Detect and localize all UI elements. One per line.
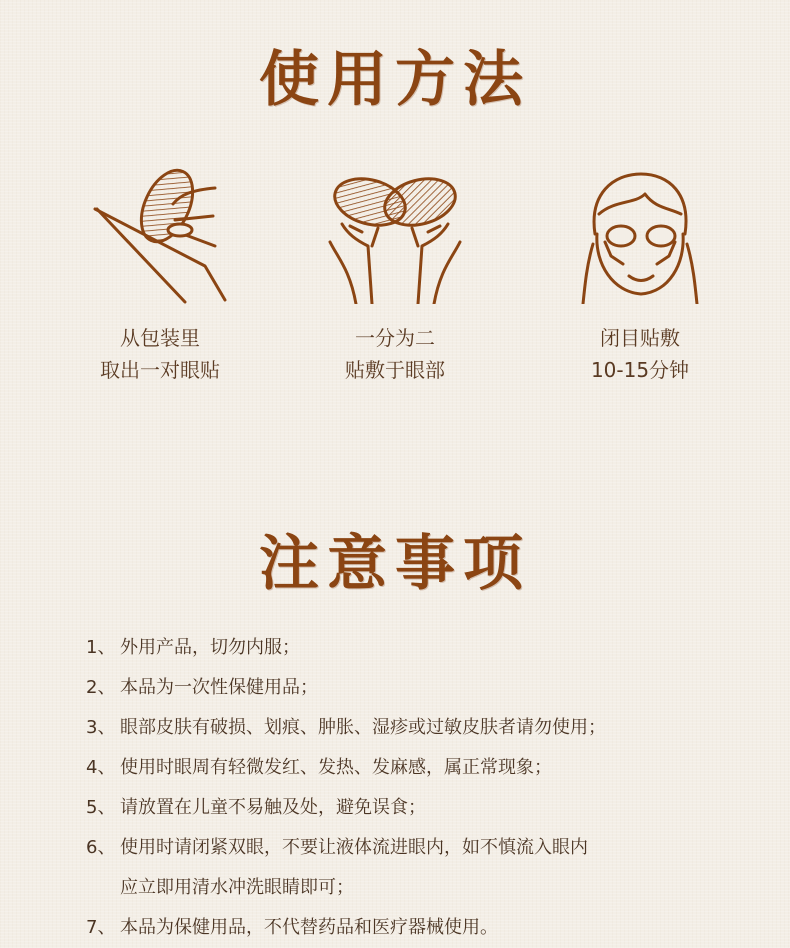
caution-item-6-line1: 使用时请闭紧双眼，不要让液体流进眼内，如不慎流入眼内 — [120, 837, 588, 858]
step-1-line1: 从包装里 — [120, 326, 200, 350]
caution-item-4: 4、 使用时眼周有轻微发红、发热、发麻感，属正常现象； — [86, 757, 552, 778]
step-1-line2: 取出一对眼贴 — [100, 358, 220, 382]
step-2 — [305, 164, 485, 386]
caution-item-7: 7、 本品为保健用品，不代替药品和医疗器械使用。 — [86, 917, 498, 938]
caution-item-1: 1、 外用产品，切勿内服； — [86, 637, 300, 658]
step-3-line2: 10-15分钟 — [590, 358, 690, 382]
caution-item-6: 6、 使用时请闭紧双眼，不要让液体流进眼内，如不慎流入眼内 应立即用清水冲洗眼睛即可； — [86, 828, 726, 908]
hand-peeling-patch-icon — [85, 164, 235, 304]
hands-splitting-patch-icon — [320, 164, 470, 304]
section-title-cautions: 注意事项 — [259, 529, 531, 599]
step-3-line1: 闭目贴敷 — [600, 326, 680, 350]
caution-item-2: 2、 本品为一次性保健用品； — [86, 677, 318, 698]
step-3 — [550, 164, 730, 386]
step-1 — [70, 164, 250, 386]
step-2-line2: 贴敷于眼部 — [345, 358, 445, 382]
cautions-list — [86, 628, 726, 948]
section-title-usage: 使用方法 — [259, 45, 531, 115]
step-2-line1: 一分为二 — [355, 326, 435, 350]
caution-item-3: 3、 眼部皮肤有破损、划痕、肿胀、湿疹或过敏皮肤者请勿使用； — [86, 717, 606, 738]
caution-item-5: 5、 请放置在儿童不易触及处，避免误食； — [86, 797, 426, 818]
caution-item-6-line2: 应立即用清水冲洗眼睛即可； — [120, 877, 354, 898]
face-with-eye-patches-icon — [565, 164, 715, 304]
